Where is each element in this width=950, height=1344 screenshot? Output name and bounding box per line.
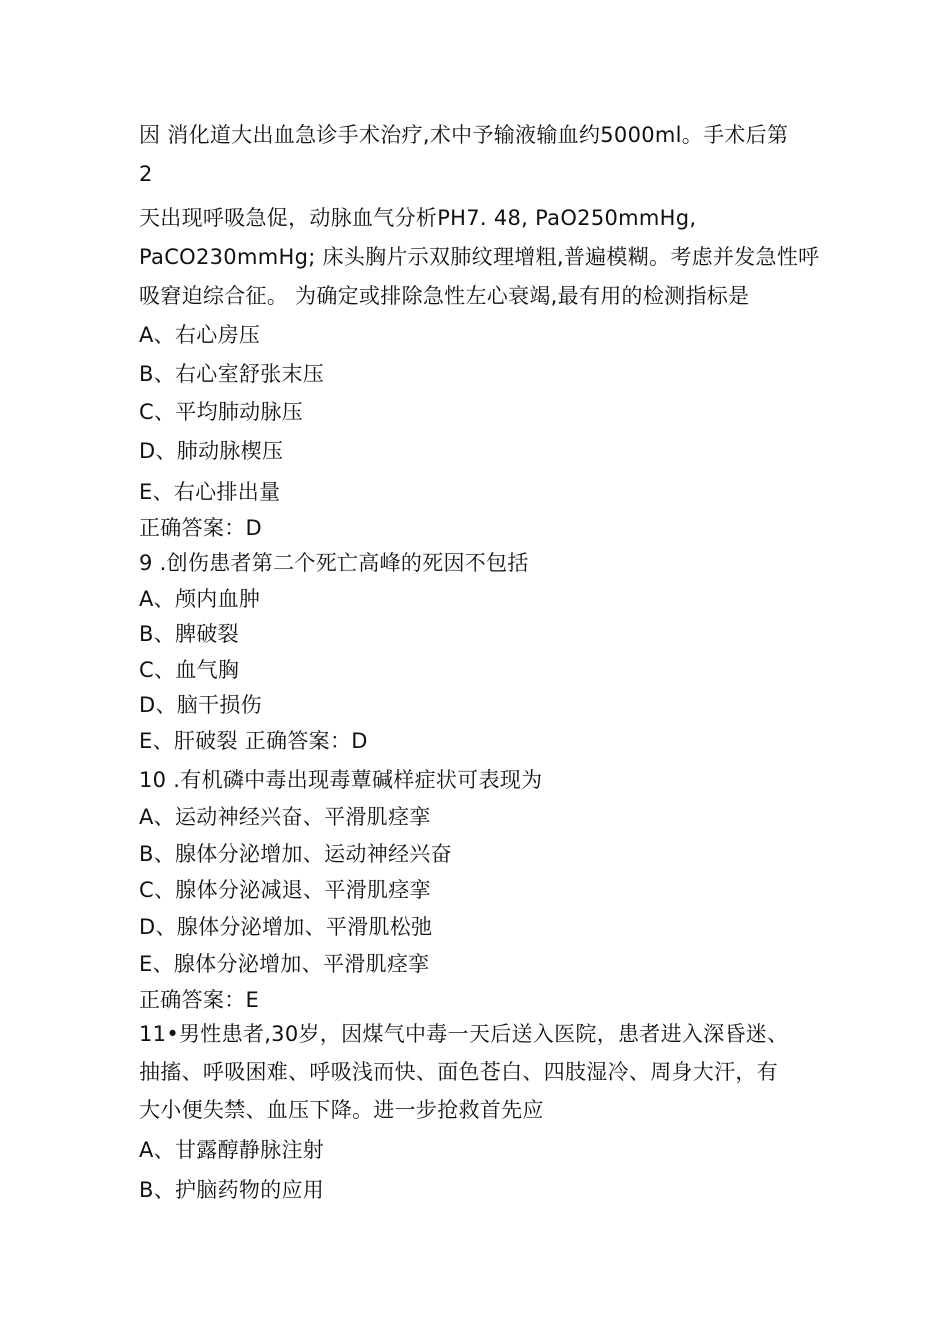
answer-option: E、右心排出量 bbox=[139, 480, 281, 504]
correct-answer: 正确答案：D bbox=[139, 516, 262, 540]
question-text-line: 大小便失禁、血压下降。进一步抢救首先应 bbox=[139, 1098, 544, 1122]
question-text-line: 抽搐、呼吸困难、呼吸浅而快、面色苍白、四肢湿冷、周身大汗，有 bbox=[139, 1060, 778, 1084]
answer-option: A、颅内血肿 bbox=[139, 587, 261, 611]
answer-option: C、血气胸 bbox=[139, 658, 240, 682]
answer-option-with-answer: E、肝破裂 正确答案：D bbox=[139, 729, 368, 753]
answer-option: C、平均肺动脉压 bbox=[139, 400, 304, 424]
answer-option: E、腺体分泌增加、平滑肌痉挛 bbox=[139, 952, 430, 976]
question-text-line: 吸窘迫综合征。 为确定或排除急性左心衰竭,最有用的检测指标是 bbox=[139, 284, 750, 308]
question-text-line: 因 消化道大出血急诊手术治疗,术中予输液输血约5000ml。手术后第 bbox=[139, 123, 789, 147]
answer-option: D、肺动脉楔压 bbox=[139, 439, 284, 463]
answer-option: D、脑干损伤 bbox=[139, 693, 262, 717]
answer-option: A、右心房压 bbox=[139, 323, 261, 347]
question-text-line: 天出现呼吸急促，动脉血气分析PH7. 48, PaO250mmHg, bbox=[139, 206, 697, 230]
answer-option: D、腺体分泌增加、平滑肌松弛 bbox=[139, 915, 433, 939]
answer-option: B、右心室舒张末压 bbox=[139, 362, 325, 386]
question-heading: 10 .有机磷中毒出现毒蕈碱样症状可表现为 bbox=[139, 768, 543, 792]
question-text-line: 11•男性患者,30岁，因煤气中毒一天后送入医院，患者进入深昏迷、 bbox=[139, 1022, 789, 1046]
answer-option: B、腺体分泌增加、运动神经兴奋 bbox=[139, 842, 452, 866]
answer-option: A、甘露醇静脉注射 bbox=[139, 1138, 325, 1162]
answer-option: B、脾破裂 bbox=[139, 622, 239, 646]
correct-answer: 正确答案：E bbox=[139, 988, 260, 1012]
question-text-line: PaCO230mmHg; 床头胸片示双肺纹理增粗,普遍模糊。考虑并发急性呼 bbox=[139, 245, 820, 269]
answer-option: C、腺体分泌减退、平滑肌痉挛 bbox=[139, 878, 431, 902]
question-text-line: 2 bbox=[139, 162, 153, 186]
answer-option: B、护脑药物的应用 bbox=[139, 1178, 325, 1202]
question-heading: 9 .创伤患者第二个死亡高峰的死因不包括 bbox=[139, 551, 529, 575]
answer-option: A、运动神经兴奋、平滑肌痉挛 bbox=[139, 805, 431, 829]
